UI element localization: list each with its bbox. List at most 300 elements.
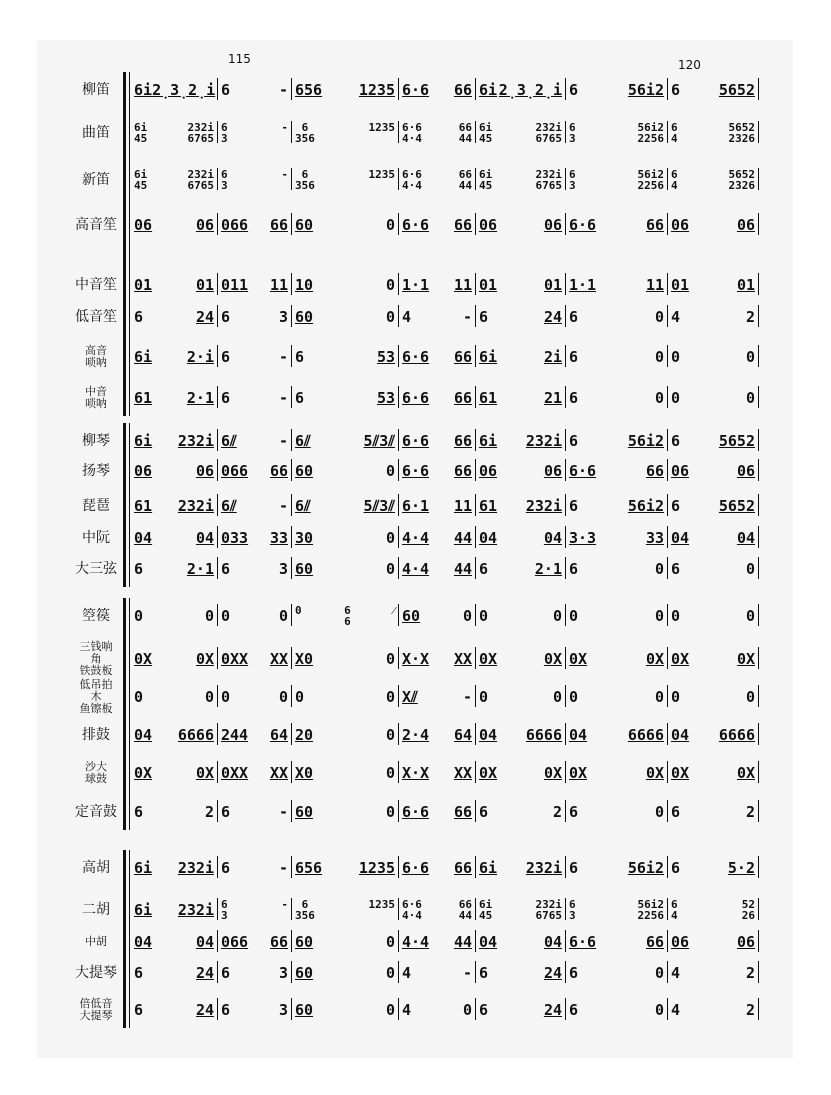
measure-cell: 6 - bbox=[221, 389, 288, 407]
measure-cell: 0X 0X bbox=[479, 650, 562, 668]
bar-line bbox=[217, 723, 218, 745]
measure-cell: 6i 232i bbox=[134, 432, 214, 450]
measure-cell: 2·4 64 bbox=[402, 726, 472, 744]
bar-line bbox=[475, 121, 476, 143]
measure-cell: 6 5652 bbox=[671, 497, 755, 515]
bar-line bbox=[291, 121, 292, 143]
measure-cell: 0X 0X bbox=[671, 764, 755, 782]
instrument-label: 沙大 球鼓 bbox=[85, 760, 107, 785]
measure-cell: 6 - bbox=[221, 803, 288, 821]
instrument-label: 二胡 bbox=[82, 901, 110, 918]
measure-cell: 6i 45 232i 6765 bbox=[479, 121, 562, 145]
bar-line bbox=[758, 685, 759, 707]
bar-line bbox=[475, 305, 476, 327]
measure-cell: 6i 2·i bbox=[134, 348, 214, 366]
bar-line bbox=[291, 273, 292, 295]
bar-line bbox=[667, 761, 668, 783]
measure-cell: 6 3 - bbox=[221, 168, 288, 192]
bar-line bbox=[398, 998, 399, 1020]
bar-line bbox=[291, 647, 292, 669]
group-bracket bbox=[123, 850, 126, 1028]
system-line bbox=[129, 423, 130, 587]
bar-line bbox=[398, 647, 399, 669]
measure-cell: 6 53 bbox=[295, 389, 395, 407]
measure-cell: 244 64 bbox=[221, 726, 288, 744]
bar-line bbox=[758, 961, 759, 983]
measure-cell: 0 0 bbox=[479, 607, 562, 625]
measure-cell: 0XX XX bbox=[221, 650, 288, 668]
bar-line bbox=[475, 78, 476, 100]
measure-cell: 6i 232i bbox=[479, 859, 562, 877]
measure-number-120: 120 bbox=[678, 58, 701, 72]
bar-line bbox=[667, 78, 668, 100]
measure-cell: 6i 232i bbox=[134, 859, 214, 877]
bar-line bbox=[565, 961, 566, 983]
measure-cell: 6·6 66 bbox=[569, 462, 664, 480]
measure-cell: 6⫽ 5⫽3⫽ bbox=[295, 497, 395, 515]
measure-cell: 6 2 bbox=[671, 803, 755, 821]
system-line bbox=[129, 72, 130, 416]
instrument-label: 曲笛 bbox=[82, 124, 110, 141]
measure-cell: 6 4 5652 2326 bbox=[671, 121, 755, 145]
measure-cell: 06 06 bbox=[671, 462, 755, 480]
measure-cell: 0X 0X bbox=[134, 764, 214, 782]
measure-cell: 60 0 bbox=[295, 560, 395, 578]
measure-cell: X·X XX bbox=[402, 650, 472, 668]
bar-line bbox=[565, 386, 566, 408]
instrument-label: 大提琴 bbox=[75, 964, 117, 981]
group-bracket bbox=[123, 72, 126, 416]
bar-line bbox=[217, 604, 218, 626]
instrument-label: 高音 唢呐 bbox=[85, 344, 107, 369]
bar-line bbox=[758, 557, 759, 579]
bar-line bbox=[758, 305, 759, 327]
bar-line bbox=[217, 429, 218, 451]
bar-line bbox=[475, 526, 476, 548]
measure-cell: 6 5652 bbox=[671, 81, 755, 99]
measure-cell: 06 06 bbox=[134, 216, 214, 234]
bar-line bbox=[758, 168, 759, 190]
bar-line bbox=[217, 526, 218, 548]
measure-cell: 6i 232i bbox=[134, 901, 214, 919]
bar-line bbox=[217, 345, 218, 367]
measure-cell: 033 33 bbox=[221, 529, 288, 547]
bar-line bbox=[291, 685, 292, 707]
bar-line bbox=[565, 557, 566, 579]
bar-line bbox=[667, 961, 668, 983]
bar-line bbox=[758, 459, 759, 481]
measure-cell: 6·6 66 bbox=[402, 462, 472, 480]
bar-line bbox=[398, 604, 399, 626]
bar-line bbox=[565, 168, 566, 190]
bar-line bbox=[398, 429, 399, 451]
bar-line bbox=[475, 761, 476, 783]
instrument-label: 倍低音 大提琴 bbox=[79, 997, 113, 1022]
instrument-label: 低音笙 bbox=[75, 308, 117, 325]
measure-cell: 6 24 bbox=[134, 1001, 214, 1019]
measure-cell: 6i 2̣3̣2̣i bbox=[479, 81, 562, 99]
bar-line bbox=[475, 930, 476, 952]
measure-cell: 20 0 bbox=[295, 726, 395, 744]
bar-line bbox=[398, 685, 399, 707]
measure-cell: 6 3 bbox=[221, 964, 288, 982]
bar-line bbox=[758, 121, 759, 143]
measure-cell: X⫽ - bbox=[402, 688, 472, 706]
bar-line bbox=[217, 494, 218, 516]
instrument-label: 排鼓 bbox=[82, 726, 110, 743]
bar-line bbox=[758, 345, 759, 367]
measure-cell: 6 0 bbox=[569, 308, 664, 326]
measure-cell: 6 - bbox=[221, 81, 288, 99]
bar-line bbox=[291, 459, 292, 481]
measure-cell: 6 356 1235 bbox=[295, 168, 395, 192]
group-bracket bbox=[123, 423, 126, 587]
system-line bbox=[129, 598, 130, 830]
measure-cell: 6 3 - bbox=[221, 898, 288, 922]
measure-cell: 04 6666 bbox=[134, 726, 214, 744]
bar-line bbox=[667, 213, 668, 235]
bar-line bbox=[291, 213, 292, 235]
measure-cell: 60 0 bbox=[295, 308, 395, 326]
measure-cell: 656 1235 bbox=[295, 859, 395, 877]
measure-cell: 6·6 4·4 66 44 bbox=[402, 898, 472, 922]
bar-line bbox=[475, 386, 476, 408]
measure-cell: 6·6 66 bbox=[569, 933, 664, 951]
bar-line bbox=[758, 213, 759, 235]
measure-cell: 4 2 bbox=[671, 964, 755, 982]
bar-line bbox=[475, 685, 476, 707]
bar-line bbox=[217, 78, 218, 100]
measure-cell: 0 0 bbox=[569, 607, 664, 625]
measure-cell: 066 66 bbox=[221, 216, 288, 234]
measure-cell: 06 06 bbox=[479, 216, 562, 234]
system-line bbox=[129, 850, 130, 1028]
bar-line bbox=[565, 647, 566, 669]
measure-cell: 0 0 bbox=[671, 607, 755, 625]
bar-line bbox=[667, 305, 668, 327]
bar-line bbox=[291, 78, 292, 100]
measure-cell: 0 6 6 ⁄ bbox=[295, 604, 395, 628]
measure-cell: 61 232i bbox=[134, 497, 214, 515]
measure-cell: 6i 2i bbox=[479, 348, 562, 366]
bar-line bbox=[291, 800, 292, 822]
instrument-label: 柳笛 bbox=[82, 81, 110, 98]
measure-cell: 6 24 bbox=[134, 308, 214, 326]
bar-line bbox=[758, 898, 759, 920]
measure-cell: 6i 45 232i 6765 bbox=[134, 121, 214, 145]
bar-line bbox=[291, 168, 292, 190]
bar-line bbox=[667, 386, 668, 408]
bar-line bbox=[475, 898, 476, 920]
bar-line bbox=[758, 800, 759, 822]
measure-cell: 6·6 66 bbox=[402, 81, 472, 99]
bar-line bbox=[398, 345, 399, 367]
bar-line bbox=[217, 898, 218, 920]
group-bracket bbox=[123, 598, 126, 830]
bar-line bbox=[217, 647, 218, 669]
measure-cell: 06 06 bbox=[479, 462, 562, 480]
measure-cell: 6 0 bbox=[671, 560, 755, 578]
bar-line bbox=[398, 168, 399, 190]
measure-cell: 01 01 bbox=[671, 276, 755, 294]
measure-cell: 4·4 44 bbox=[402, 933, 472, 951]
bar-line bbox=[291, 856, 292, 878]
bar-line bbox=[758, 78, 759, 100]
bar-line bbox=[475, 604, 476, 626]
bar-line bbox=[291, 429, 292, 451]
instrument-label: 中胡 bbox=[85, 935, 107, 948]
bar-line bbox=[475, 557, 476, 579]
measure-cell: 0X 0X bbox=[569, 650, 664, 668]
bar-line bbox=[565, 856, 566, 878]
bar-line bbox=[667, 723, 668, 745]
measure-cell: 0 0 bbox=[134, 688, 214, 706]
bar-line bbox=[398, 930, 399, 952]
bar-line bbox=[565, 898, 566, 920]
measure-cell: 6 56i2 bbox=[569, 81, 664, 99]
instrument-label: 高音笙 bbox=[75, 216, 117, 233]
measure-cell: 6·6 4·4 66 44 bbox=[402, 168, 472, 192]
bar-line bbox=[217, 459, 218, 481]
bar-line bbox=[667, 685, 668, 707]
bar-line bbox=[758, 386, 759, 408]
bar-line bbox=[667, 604, 668, 626]
bar-line bbox=[217, 213, 218, 235]
bar-line bbox=[291, 723, 292, 745]
measure-cell: 04 6666 bbox=[569, 726, 664, 744]
measure-cell: 6 2·1 bbox=[134, 560, 214, 578]
bar-line bbox=[217, 998, 218, 1020]
instrument-label: 柳琴 bbox=[82, 432, 110, 449]
measure-cell: 6i 232i bbox=[479, 432, 562, 450]
bar-line bbox=[291, 961, 292, 983]
measure-cell: 6·6 66 bbox=[402, 216, 472, 234]
bar-line bbox=[667, 526, 668, 548]
bar-line bbox=[475, 723, 476, 745]
measure-cell: 6 3 56i2 2256 bbox=[569, 168, 664, 192]
measure-cell: 4 0 bbox=[402, 1001, 472, 1019]
measure-cell: 6 24 bbox=[134, 964, 214, 982]
bar-line bbox=[565, 78, 566, 100]
measure-cell: 6 3 56i2 2256 bbox=[569, 898, 664, 922]
bar-line bbox=[291, 898, 292, 920]
measure-cell: 6·6 66 bbox=[402, 859, 472, 877]
measure-cell: 0X 0X bbox=[671, 650, 755, 668]
bar-line bbox=[758, 429, 759, 451]
measure-cell: 0 0 bbox=[671, 389, 755, 407]
measure-cell: 6i 45 232i 6765 bbox=[479, 168, 562, 192]
measure-cell: 6 0 bbox=[569, 1001, 664, 1019]
bar-line bbox=[291, 761, 292, 783]
measure-cell: 6 2·1 bbox=[479, 560, 562, 578]
measure-cell: 6 356 1235 bbox=[295, 121, 395, 145]
measure-cell: 6 0 bbox=[569, 560, 664, 578]
instrument-label: 低吊拍 木 鱼镲板 bbox=[79, 678, 113, 715]
measure-cell: 4 - bbox=[402, 964, 472, 982]
bar-line bbox=[758, 526, 759, 548]
measure-cell: 0 0 bbox=[221, 607, 288, 625]
bar-line bbox=[565, 604, 566, 626]
bar-line bbox=[475, 168, 476, 190]
measure-cell: 0 0 bbox=[569, 688, 664, 706]
measure-cell: 0 0 bbox=[295, 688, 395, 706]
measure-cell: 61 232i bbox=[479, 497, 562, 515]
bar-line bbox=[398, 494, 399, 516]
bar-line bbox=[475, 494, 476, 516]
measure-cell: 011 11 bbox=[221, 276, 288, 294]
measure-cell: 04 04 bbox=[134, 933, 214, 951]
bar-line bbox=[565, 494, 566, 516]
bar-line bbox=[565, 121, 566, 143]
measure-cell: 0 0 bbox=[134, 607, 214, 625]
measure-cell: 4 2 bbox=[671, 308, 755, 326]
bar-line bbox=[398, 78, 399, 100]
bar-line bbox=[475, 961, 476, 983]
measure-cell: 30 0 bbox=[295, 529, 395, 547]
measure-cell: 0X 0X bbox=[134, 650, 214, 668]
bar-line bbox=[398, 213, 399, 235]
bar-line bbox=[398, 305, 399, 327]
measure-cell: 60 0 bbox=[295, 462, 395, 480]
measure-cell: 6·1 11 bbox=[402, 497, 472, 515]
bar-line bbox=[667, 998, 668, 1020]
measure-cell: 60 0 bbox=[295, 216, 395, 234]
bar-line bbox=[217, 761, 218, 783]
measure-cell: 10 0 bbox=[295, 276, 395, 294]
measure-cell: 6⫽ - bbox=[221, 497, 288, 515]
bar-line bbox=[217, 685, 218, 707]
measure-cell: 6 2 bbox=[134, 803, 214, 821]
measure-cell: 0 0 bbox=[221, 688, 288, 706]
bar-line bbox=[565, 273, 566, 295]
measure-cell: X·X XX bbox=[402, 764, 472, 782]
measure-cell: 6·6 4·4 66 44 bbox=[402, 121, 472, 145]
instrument-label: 三钱响 角 铁鼓板 bbox=[79, 640, 113, 677]
measure-cell: 6⫽ - bbox=[221, 432, 288, 450]
bar-line bbox=[217, 386, 218, 408]
bar-line bbox=[667, 930, 668, 952]
measure-cell: 04 6666 bbox=[479, 726, 562, 744]
measure-cell: 6 24 bbox=[479, 964, 562, 982]
instrument-label: 箜篌 bbox=[82, 607, 110, 624]
measure-cell: 4 - bbox=[402, 308, 472, 326]
bar-line bbox=[565, 526, 566, 548]
bar-line bbox=[758, 604, 759, 626]
bar-line bbox=[667, 121, 668, 143]
bar-line bbox=[475, 647, 476, 669]
measure-cell: 6·6 66 bbox=[402, 389, 472, 407]
bar-line bbox=[398, 723, 399, 745]
bar-line bbox=[291, 604, 292, 626]
measure-cell: 01 01 bbox=[479, 276, 562, 294]
measure-cell: 1·1 11 bbox=[402, 276, 472, 294]
measure-cell: 6 56i2 bbox=[569, 859, 664, 877]
bar-line bbox=[667, 898, 668, 920]
bar-line bbox=[398, 459, 399, 481]
measure-cell: 60 0 bbox=[295, 933, 395, 951]
measure-cell: 0X 0X bbox=[569, 764, 664, 782]
measure-cell: 6i 45 232i 6765 bbox=[134, 168, 214, 192]
bar-line bbox=[217, 273, 218, 295]
measure-cell: 04 04 bbox=[134, 529, 214, 547]
measure-cell: X0 0 bbox=[295, 650, 395, 668]
instrument-label: 大三弦 bbox=[75, 560, 117, 577]
measure-cell: 6i 2̣3̣2̣i bbox=[134, 81, 216, 99]
bar-line bbox=[291, 557, 292, 579]
measure-cell: 6 - bbox=[221, 348, 288, 366]
measure-cell: 1·1 11 bbox=[569, 276, 664, 294]
instrument-label: 定音鼓 bbox=[75, 803, 117, 820]
measure-cell: 6·6 66 bbox=[402, 348, 472, 366]
bar-line bbox=[217, 930, 218, 952]
measure-cell: 6·6 66 bbox=[402, 432, 472, 450]
bar-line bbox=[398, 121, 399, 143]
measure-cell: 04 04 bbox=[479, 529, 562, 547]
bar-line bbox=[565, 429, 566, 451]
measure-cell: 6 0 bbox=[569, 964, 664, 982]
measure-cell: 6 2 bbox=[479, 803, 562, 821]
measure-cell: 6 5·2 bbox=[671, 859, 755, 877]
bar-line bbox=[758, 856, 759, 878]
bar-line bbox=[667, 345, 668, 367]
measure-cell: 60 0 bbox=[295, 964, 395, 982]
measure-cell: 3·3 33 bbox=[569, 529, 664, 547]
bar-line bbox=[475, 213, 476, 235]
measure-cell: 0 0 bbox=[479, 688, 562, 706]
bar-line bbox=[291, 345, 292, 367]
bar-line bbox=[475, 345, 476, 367]
measure-cell: 01 01 bbox=[134, 276, 214, 294]
measure-cell: 6 56i2 bbox=[569, 432, 664, 450]
bar-line bbox=[217, 168, 218, 190]
bar-line bbox=[565, 305, 566, 327]
measure-cell: 066 66 bbox=[221, 462, 288, 480]
bar-line bbox=[291, 526, 292, 548]
bar-line bbox=[291, 998, 292, 1020]
measure-cell: 6 356 1235 bbox=[295, 898, 395, 922]
bar-line bbox=[667, 647, 668, 669]
bar-line bbox=[758, 723, 759, 745]
measure-cell: 6 0 bbox=[569, 348, 664, 366]
bar-line bbox=[667, 800, 668, 822]
measure-cell: 04 6666 bbox=[671, 726, 755, 744]
bar-line bbox=[667, 273, 668, 295]
bar-line bbox=[565, 723, 566, 745]
bar-line bbox=[398, 273, 399, 295]
measure-cell: 06 06 bbox=[671, 933, 755, 951]
instrument-label: 琵琶 bbox=[82, 497, 110, 514]
measure-cell: 6 - bbox=[221, 859, 288, 877]
measure-cell: 60 0 bbox=[295, 1001, 395, 1019]
measure-cell: 6⫽ 5⫽3⫽ bbox=[295, 432, 395, 450]
measure-cell: 6·6 66 bbox=[402, 803, 472, 821]
measure-cell: 6 0 bbox=[569, 389, 664, 407]
bar-line bbox=[217, 557, 218, 579]
bar-line bbox=[398, 761, 399, 783]
measure-cell: 6 24 bbox=[479, 1001, 562, 1019]
measure-cell: 6 0 bbox=[569, 803, 664, 821]
bar-line bbox=[758, 494, 759, 516]
instrument-label: 新笛 bbox=[82, 171, 110, 188]
measure-cell: 06 06 bbox=[671, 216, 755, 234]
measure-cell: 60 0 bbox=[402, 607, 472, 625]
bar-line bbox=[565, 213, 566, 235]
measure-cell: 60 0 bbox=[295, 803, 395, 821]
bar-line bbox=[565, 459, 566, 481]
bar-line bbox=[475, 998, 476, 1020]
bar-line bbox=[291, 494, 292, 516]
bar-line bbox=[758, 761, 759, 783]
